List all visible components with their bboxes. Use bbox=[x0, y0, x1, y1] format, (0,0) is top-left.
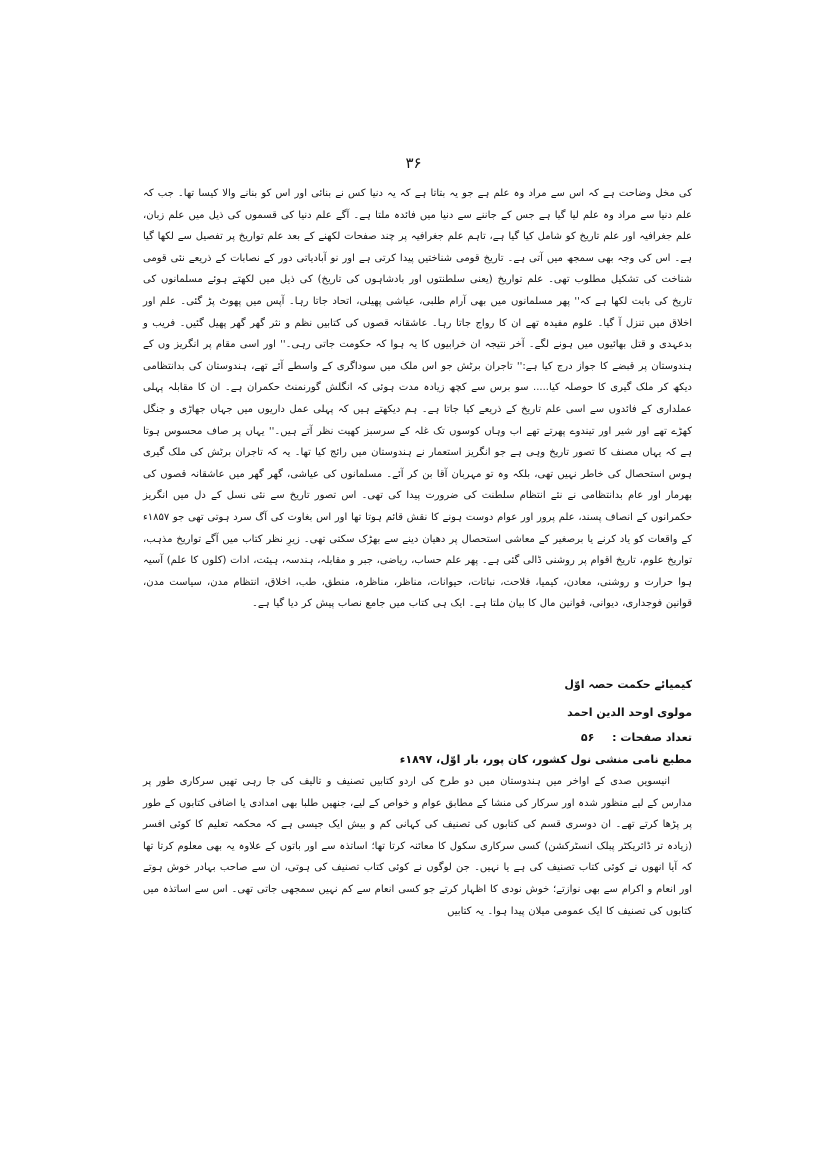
book-page-count bbox=[143, 728, 692, 748]
body-paragraph-2 bbox=[143, 771, 692, 922]
body-paragraph-1 bbox=[143, 183, 692, 615]
book-author: مولوی اوحد الدین احمد bbox=[567, 706, 692, 719]
book-title: کیمیائے حکمت حصہ اوّل bbox=[564, 678, 692, 691]
paragraph-text: انیسویں صدی کے اواخر میں ہندوستان میں دو طرح کی اردو کتابیں تصنیف و تالیف کی جا رہی تھیں سرکاری طور پر مدارس کے لیے منظور شدہ اور سرکار کی منشا کے مطابق عوام و خواص کے لیے، جنھیں طلبا بھی امدادی یا اضافی کتابوں کے طور پر پڑھا کرتے تھے۔ ان دوسری قسم کی کتابوں کی تصنیف کی کہانی کم و بیش ایک جیسی ہے کہ محکمہ تعلیم کا کوئی افسر (زیادہ تر ڈائریکٹر پبلک انسٹرکشن) کسی سرکاری سکول کا معائنہ کرتا تھا؛ اساتذہ سے اور باتوں کے علاوہ یہ بھی معلوم کرتا تھا کہ آیا انھوں نے کوئی کتاب تصنیف کی ہے یا نہیں۔ جن لوگوں نے کوئی کتاب تصنیف کی ہوتی، ان سے صاحب بہادر خوش ہوتے اور انعام و اکرام سے بھی نوازتے؛ خوش نودی کا اظہار کرتے جو کسی انعام سے کم نہیں سمجھی جاتی تھی۔ اس سے اساتذہ میں کتابوں کی تصنیف کا ایک عمومی میلان پیدا ہوا۔ یہ کتابیں bbox=[143, 776, 692, 917]
paragraph-text: کی مخل وضاحت ہے کہ اس سے مراد وہ علم ہے جو یہ بتاتا ہے کہ یہ دنیا کس نے بنائی اور اس کو بنانے والا کیسا تھا۔ جب کہ علم دنیا سے مراد وہ علم لیا گیا ہے جس کے جاننے سے دنیا میں فائدہ ملتا ہے۔ آگے علم دنیا کی قسموں کی ذیل میں علم زبان، علم جغرافیہ اور علم تاریخ کو شامل کیا گیا ہے، تاہم علم جغرافیہ پر چند صفحات لکھنے کے بعد علم تواریخ پر تفصیل سے لکھا گیا ہے۔ اس کی وجہ بھی سمجھ میں آتی ہے۔ تاریخ قومی شناختیں پیدا کرتی ہے اور نو آبادیاتی دور کے نصابات کے ذریعے نئی قومی شناخت کی تشکیل مطلوب تھی۔ علم تواریخ (یعنی سلطنتوں اور بادشاہوں کی تاریخ) کی ذیل میں لکھتے ہوئے مسلمانوں کی تاریخ کی بابت لکھا ہے کہ'' پھر مسلمانوں میں بھی آرام طلبی، عیاشی پھیلی، اتحاد جاتا رہا۔ آپس میں پھوٹ پڑ گئی۔ علم اور اخلاق میں تنزل آ گیا۔ علوم مفیدہ تھے ان کا رواج جاتا رہا۔ عاشقانہ قصوں کی کتابیں نظم و نثر گھر گھر پھیل گئیں۔ فریب و بدعہدی و قتل بھائیوں میں ہونے لگے۔ آخر نتیجہ ان خرابیوں کا یہ ہوا کہ حکومت جاتی رہی۔'' اور اسی مقام پر انگریز وں کے ہندوستان پر قبضے کا جواز درج کیا ہے:'' تاجران برٹش جو اس ملک میں سوداگری کے واسطے آئے تھے، ہندوستان کی بدانتظامی دیکھ کر ملک گیری کا حوصلہ کیا..... سو برس سے کچھ زیادہ مدت ہوئی کہ انگلش گورنمنٹ حکمران ہے۔ ان کا مقابلہ پہلی عملداری کے فائدوں سے اسی علم تاریخ کے ذریعے کیا جاتا ہے۔ ہم دیکھتے ہیں کہ پہلی عمل داریوں میں جہاں جھاڑی و جنگل کھڑے تھے اور شیر اور تیندوے پھرتے تھے اب وہاں کوسوں تک غلہ کے سرسبز کھیت نظر آتے ہیں۔'' یہاں پر صاف محسوس ہوتا ہے کہ یہاں مصنف کا تصور تاریخ وہی ہے جو انگریز استعمار نے ہندوستان میں رائج کیا تھا۔ یہ کہ تاجران برٹش کی ملک گیری ہوس استحصال کی خاطر نہیں تھی، بلکہ وہ تو مہربان آقا بن کر آئے۔ مسلمانوں کی عیاشی، گھر گھر میں عاشقانہ قصوں کی بھرمار اور عام بدانتظامی نے نئے انتظام سلطنت کی ضرورت پیدا کی تھی۔ اس تصور تاریخ سے نئی نسل کے دل میں انگریز حکمرانوں کے انصاف پسند، علم پرور اور عوام دوست ہونے کا نقش قائم ہوتا تھا اور اس بغاوت کی آگ سرد ہوتی تھی جو ۱۸۵۷ء کے واقعات کو یاد کرنے یا برصغیر کے معاشی استحصال پر دھیان دینے سے بھڑک سکتی تھی۔ زیرِ نظر کتاب میں آگے تواریخ مذہب، تواریخ علوم، تاریخ اقوام پر روشنی ڈالی گئی ہے۔ پھر علم حساب، ریاضی، جبر و مقابلہ، ہندسہ، ہیئت، ادات (کلوں کا علم) آسیہ ہوا حرارت و روشنی، معادن، کیمیا، فلاحت، نباتات، حیوانات، مناظر، مناظرہ، منطق، طب، اخلاق، انتظام مدن، سیاست مدن، قوانین فوجداری، دیوانی، قوانین مال کا بیان ملتا ہے۔ ایک ہی کتاب میں جامع نصاب پیش کر دیا گیا ہے۔ bbox=[143, 188, 692, 610]
page-count-label: تعداد صفحات : bbox=[612, 731, 692, 744]
book-publisher: مطبع نامی منشی نول کشور، کان پور، بار اوّل، ۱۸۹۷ء bbox=[399, 753, 692, 766]
page-number: ۳۶ bbox=[405, 154, 422, 172]
page-count-value: ۵۶ bbox=[580, 731, 595, 744]
